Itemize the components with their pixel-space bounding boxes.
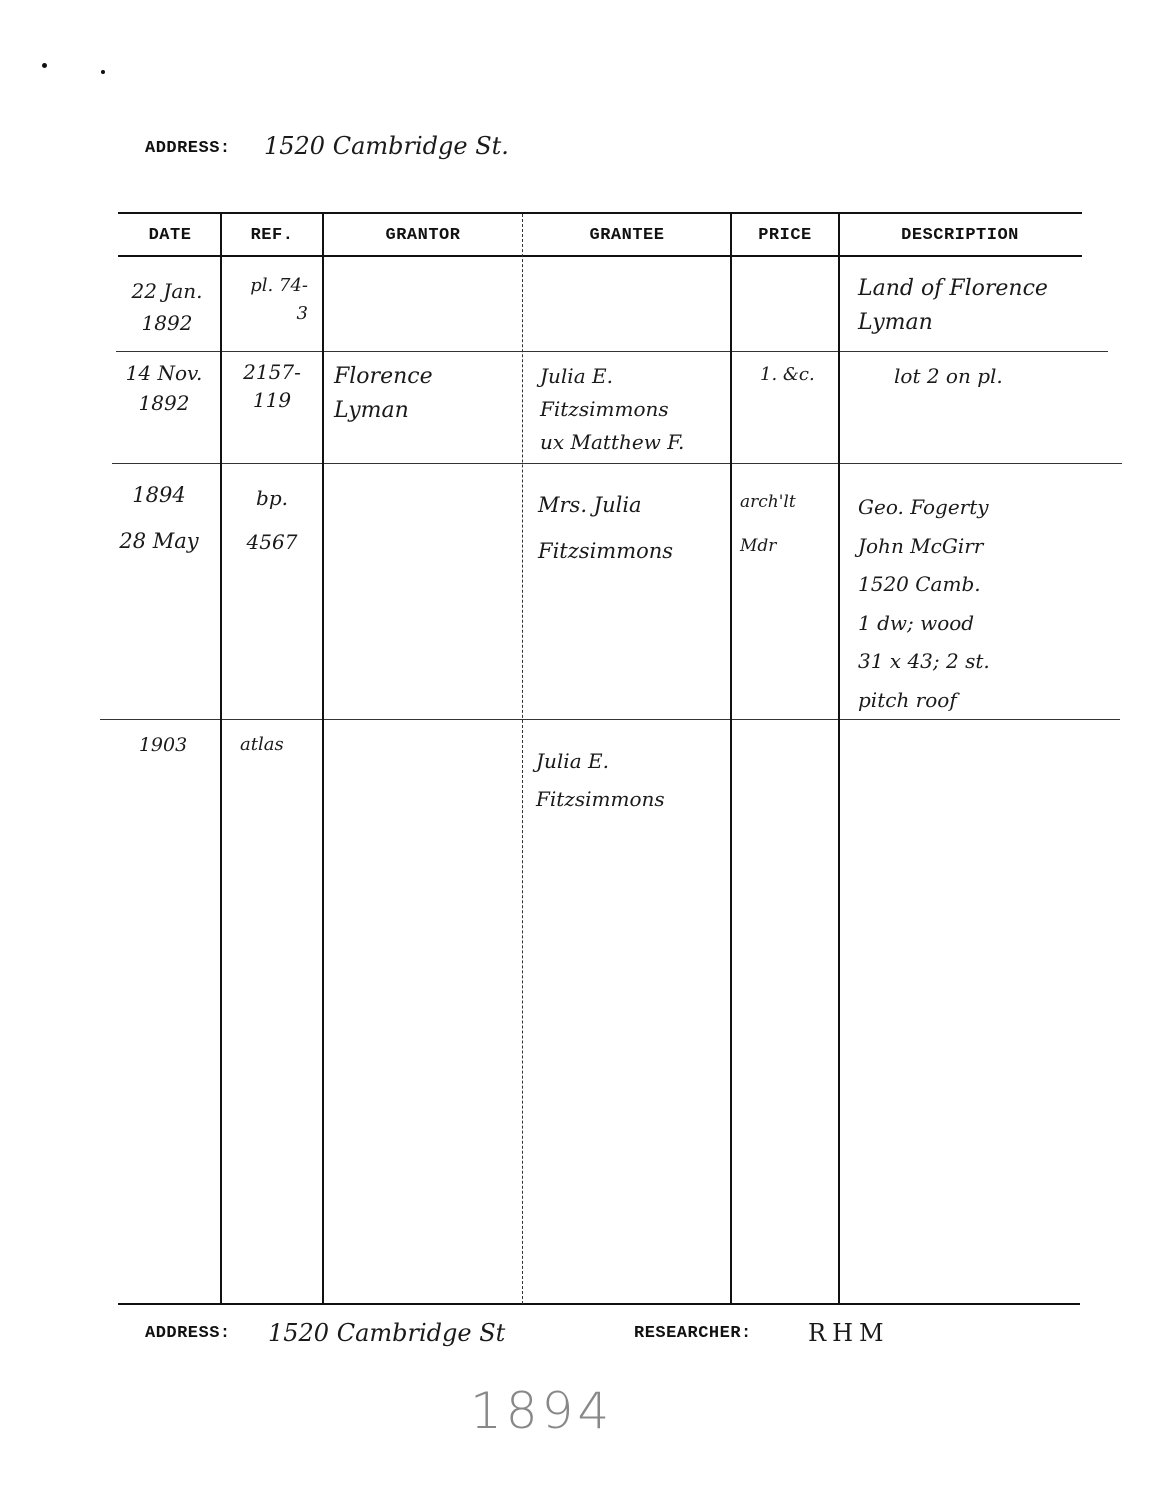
row2-description: lot 2 on pl. (894, 364, 1003, 388)
column-divider (522, 214, 524, 1304)
column-divider (322, 214, 324, 1304)
year-stamp: 1894 (470, 1382, 614, 1440)
table-top-rule (118, 212, 1082, 214)
column-header-description: DESCRIPTION (901, 226, 1019, 245)
column-header-grantee: GRANTEE (589, 226, 665, 245)
address-value: 1520 Cambridge St. (264, 132, 509, 160)
row4-date: 1903 (138, 734, 188, 756)
column-divider (220, 214, 222, 1304)
scan-speck (101, 70, 105, 74)
researcher-value: RHM (808, 1319, 890, 1347)
row2-grantor: Florence Lyman (334, 364, 433, 423)
footer-address-label: ADDRESS: (145, 1324, 231, 1343)
row3-description: Geo. Fogerty John McGirr 1520 Camb. 1 dw; wood 31 x 43; 2 st. pitch roof (858, 495, 990, 712)
researcher-label: RESEARCHER: (634, 1324, 752, 1343)
column-header-ref: REF. (250, 226, 294, 245)
row-divider (116, 351, 1108, 352)
table-bottom-rule (118, 1303, 1080, 1305)
row4-grantee: Julia E. Fitzsimmons (536, 749, 665, 811)
row2-price: 1. &c. (760, 364, 815, 385)
row3-grantee: Mrs. Julia Fitzsimmons (538, 493, 674, 563)
row-divider (100, 719, 1120, 720)
column-divider (838, 214, 840, 1304)
row3-price: arch'lt Mdr (740, 492, 796, 556)
address-label: ADDRESS: (145, 139, 231, 158)
header-bottom-rule (118, 255, 1082, 257)
row3-ref: bp. 4567 (246, 486, 298, 554)
footer-address-value: 1520 Cambridge St (268, 1319, 506, 1347)
scan-speck (42, 63, 47, 68)
row1-ref: pl. 74- 3 (250, 275, 308, 324)
row2-date: 14 Nov. 1892 (125, 361, 203, 415)
row2-grantee: Julia E. Fitzsimmons ux Matthew F. (540, 364, 685, 454)
row1-description: Land of Florence Lyman (858, 276, 1048, 335)
column-header-grantor: GRANTOR (385, 226, 461, 245)
row-divider (112, 463, 1122, 464)
row3-date: 1894 28 May (119, 483, 199, 553)
row4-ref: atlas (240, 734, 284, 755)
row1-date: 22 Jan. 1892 (131, 279, 203, 335)
row2-ref: 2157- 119 (243, 360, 301, 412)
column-header-price: PRICE (758, 226, 812, 245)
column-header-date: DATE (148, 226, 192, 245)
